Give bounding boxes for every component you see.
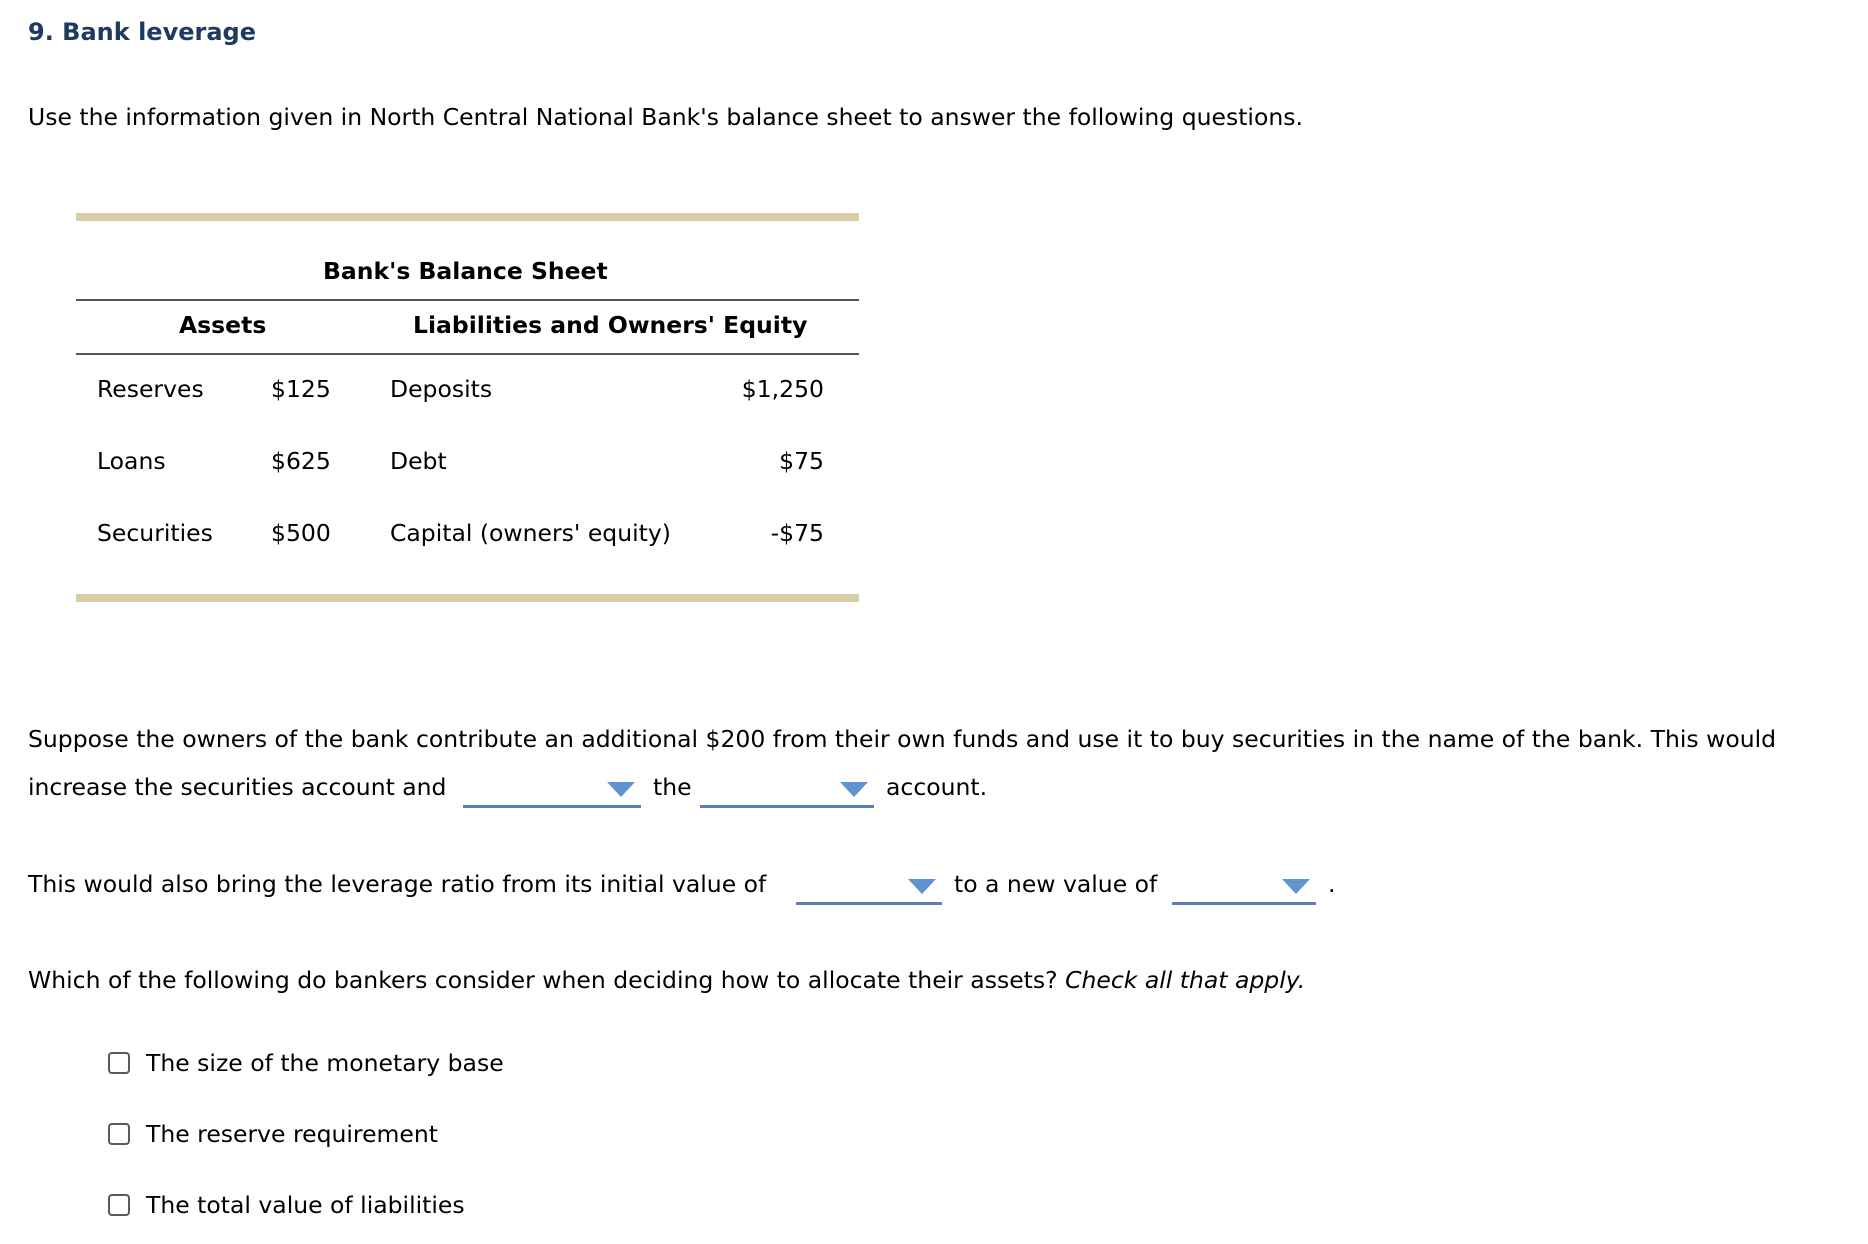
liability-value: $1,250 bbox=[741, 375, 824, 403]
checkbox[interactable] bbox=[108, 1194, 130, 1216]
asset-value: $625 bbox=[271, 447, 331, 475]
option-label: The reserve requirement bbox=[146, 1120, 438, 1148]
table-divider bbox=[76, 353, 859, 355]
dropdown-account-name[interactable] bbox=[700, 771, 874, 808]
balance-sheet-table bbox=[76, 213, 859, 605]
chevron-down-icon bbox=[607, 782, 635, 797]
question-3-prompt: Which of the following do bankers consider when deciding how to allocate their assets? bbox=[28, 966, 1058, 994]
liability-label: Capital (owners' equity) bbox=[390, 519, 671, 547]
liability-label: Deposits bbox=[390, 375, 493, 403]
question-2-middle: to a new value of bbox=[954, 870, 1158, 898]
table-bottom-rule bbox=[76, 594, 859, 602]
dropdown-initial-leverage[interactable] bbox=[796, 868, 942, 905]
balance-sheet-title: Bank's Balance Sheet bbox=[323, 257, 608, 285]
question-3-text bbox=[28, 966, 1305, 994]
question-title: 9. Bank leverage bbox=[28, 18, 256, 46]
option-label: The total value of liabilities bbox=[146, 1191, 465, 1219]
dropdown-account-change[interactable] bbox=[463, 771, 641, 808]
assets-header: Assets bbox=[179, 311, 267, 339]
liabilities-header: Liabilities and Owners' Equity bbox=[413, 311, 808, 339]
question-1-the: the bbox=[653, 773, 692, 801]
chevron-down-icon bbox=[1282, 879, 1310, 894]
question-2-text: This would also bring the leverage ratio from its initial value of bbox=[28, 870, 767, 898]
question-1-end: account. bbox=[886, 773, 988, 801]
table-top-rule bbox=[76, 213, 859, 221]
asset-value: $500 bbox=[271, 519, 331, 547]
dropdown-new-leverage[interactable] bbox=[1172, 868, 1316, 905]
option-reserve-requirement[interactable] bbox=[108, 1118, 438, 1150]
asset-label: Securities bbox=[97, 519, 213, 547]
checkbox[interactable] bbox=[108, 1052, 130, 1074]
option-total-liabilities[interactable] bbox=[108, 1189, 465, 1221]
chevron-down-icon bbox=[908, 879, 936, 894]
liability-value: $75 bbox=[779, 447, 824, 475]
question-1-text: Suppose the owners of the bank contribute an additional $200 from their own funds and use it to buy securities in the name of the bank. This would bbox=[28, 725, 1777, 753]
table-divider bbox=[76, 299, 859, 301]
intro-text: Use the information given in North Central National Bank's balance sheet to answer the following questions. bbox=[28, 103, 1303, 131]
asset-label: Loans bbox=[97, 447, 166, 475]
option-label: The size of the monetary base bbox=[146, 1049, 504, 1077]
asset-label: Reserves bbox=[97, 375, 204, 403]
question-2-end: . bbox=[1328, 870, 1336, 898]
chevron-down-icon bbox=[840, 782, 868, 797]
liability-value: -$75 bbox=[770, 519, 824, 547]
question-1-text-cont: increase the securities account and bbox=[28, 773, 447, 801]
checkbox[interactable] bbox=[108, 1123, 130, 1145]
option-monetary-base[interactable] bbox=[108, 1047, 504, 1079]
asset-value: $125 bbox=[271, 375, 331, 403]
question-3-instruction: Check all that apply. bbox=[1065, 966, 1306, 994]
liability-label: Debt bbox=[390, 447, 447, 475]
